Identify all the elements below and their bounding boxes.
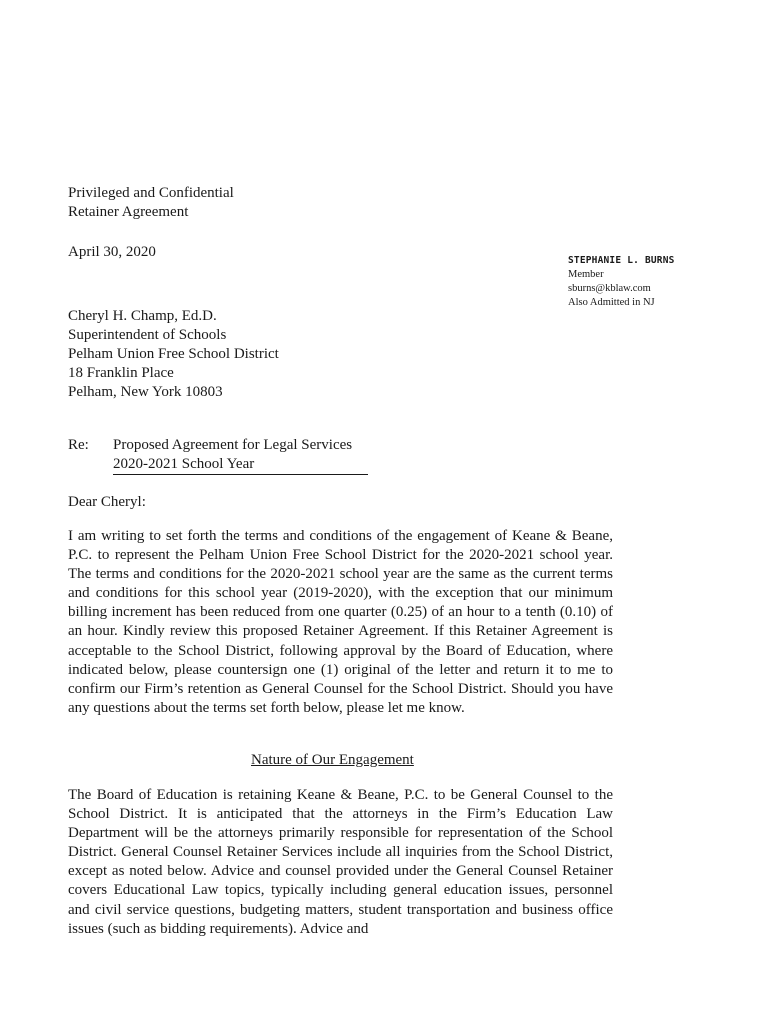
signer-title: Member [568,269,604,280]
recipient-city: Pelham, New York 10803 [68,384,223,400]
signer-email: sburns@kblaw.com [568,283,651,294]
section-heading: Nature of Our Engagement [251,752,414,768]
recipient-street: 18 Franklin Place [68,365,174,381]
re-label: Re: [68,437,89,453]
salutation: Dear Cheryl: [68,494,146,510]
re-subject-year-wrap [113,455,368,475]
re-subject-year: 2020-2021 School Year [113,455,368,475]
letter-date: April 30, 2020 [68,244,156,260]
recipient-name: Cheryl H. Champ, Ed.D. [68,308,217,324]
re-subject: Proposed Agreement for Legal Services [113,437,353,453]
recipient-title: Superintendent of Schools [68,327,227,343]
privileged-label: Privileged and Confidential [68,185,234,201]
recipient-organization: Pelham Union Free School District [68,346,279,362]
body-paragraph-2: The Board of Education is retaining Keane & Beane, P.C. to be General Counsel to the School District. It is anticipated that the attorneys in the Firm’s Education Law Department will be the attorneys primarily responsible for representation of the School District. General Counsel Retainer Services include all inquiries from the School District, except as noted below. Advice and counsel provided under the General Counsel Retainer covers Educational Law topics, typically including general education issues, personnel and civil service questions, budgeting matters, student transportation and business office issues (such as bidding requirements). Advice and [68,787,613,937]
body-paragraph-1: I am writing to set forth the terms and conditions of the engagement of Keane & Beane, P.C. to represent the Pelham Union Free School District for the 2020-2021 school year. The terms and conditions for the 2020-2021 school year are the same as the current terms and conditions for this school year (2019-2020), with the exception that our minimum billing increment has been reduced from one quarter (0.25) of an hour to a tenth (0.10) of an hour. Kindly review this proposed Retainer Agreement. If this Retainer Agreement is acceptable to the School District, following approval by the Board of Education, where indicated below, please countersign one (1) original of the letter and return it to me to confirm our Firm’s retention as General Counsel for the School District. Should you have any questions about the terms set forth below, please let me know. [68,528,613,716]
signer-name: STEPHANIE L. BURNS [568,255,675,266]
retainer-label: Retainer Agreement [68,204,189,220]
signer-admission: Also Admitted in NJ [568,297,655,308]
